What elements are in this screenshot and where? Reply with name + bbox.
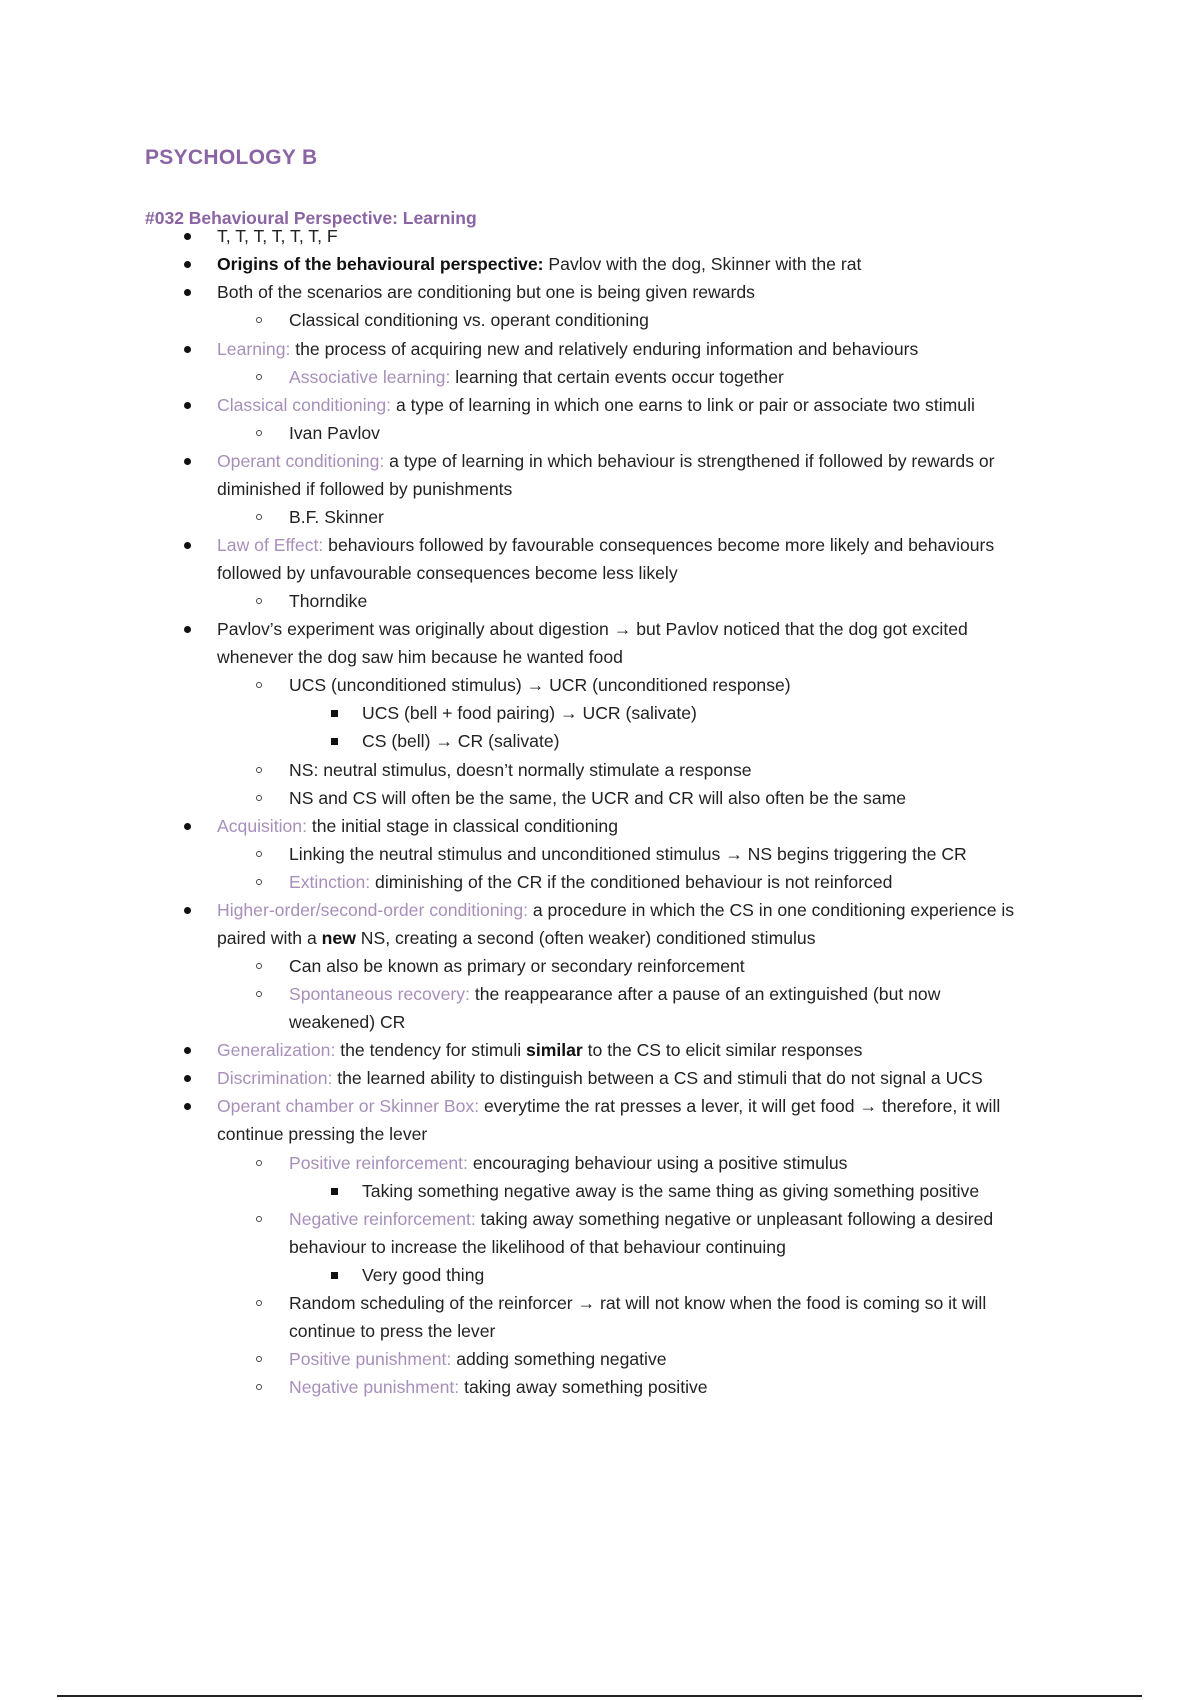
note-text: CS (bell) → CR (salivate) — [362, 731, 560, 751]
bullet-disc-icon — [184, 1075, 191, 1082]
note-line-level-2 — [289, 840, 967, 868]
note-text: taking away something negative or unpleasant following a desired — [475, 1209, 994, 1229]
note-line-level-2 — [289, 419, 380, 447]
note-text: Very good thing — [362, 1265, 485, 1285]
note-line-continued — [289, 1233, 786, 1261]
note-line-level-2 — [289, 1373, 708, 1401]
bullet-square-icon — [331, 710, 338, 717]
term-label: Learning: — [217, 339, 291, 359]
note-line-continued — [289, 1008, 405, 1036]
bullet-disc-icon — [184, 542, 191, 549]
note-text: NS, creating a second (often weaker) conditioned stimulus — [355, 928, 816, 948]
note-line-level-1 — [217, 615, 968, 643]
bullet-disc-icon — [184, 261, 191, 268]
note-text: Can also be known as primary or secondary reinforcement — [289, 956, 745, 976]
term-label: Law of Effect: — [217, 535, 324, 555]
note-text: UCS (unconditioned stimulus) → UCR (unconditioned response) — [289, 675, 791, 695]
note-line-level-3 — [362, 1177, 979, 1205]
term-label: Spontaneous recovery: — [289, 984, 470, 1004]
note-line-continued — [217, 559, 678, 587]
note-text: whenever the dog saw him because he wanted food — [217, 647, 623, 667]
bullet-square-icon — [331, 1188, 338, 1195]
bullet-disc-icon — [184, 1047, 191, 1054]
note-text: weakened) CR — [289, 1012, 406, 1032]
term-label: Operant conditioning: — [217, 451, 385, 471]
note-text: the process of acquiring new and relatively enduring information and behaviours — [290, 339, 919, 359]
bold-text: Origins of the behavioural perspective: — [217, 254, 544, 274]
bullet-disc-icon — [184, 346, 191, 353]
note-text: Pavlov with the dog, Skinner with the rat — [543, 254, 862, 274]
bullet-square-icon — [331, 738, 338, 745]
note-line-level-2 — [289, 671, 791, 699]
note-line-continued — [217, 643, 623, 671]
note-text: paired with a — [217, 928, 322, 948]
bullet-disc-icon — [184, 823, 191, 830]
note-line-level-1 — [217, 447, 995, 475]
note-text: the learned ability to distinguish between a CS and stimuli that do not signal a UCS — [332, 1068, 983, 1088]
term-label: Generalization: — [217, 1040, 336, 1060]
bullet-circle-icon — [256, 795, 262, 801]
note-text: Both of the scenarios are conditioning but one is being given rewards — [217, 282, 755, 302]
note-text: Ivan Pavlov — [289, 423, 380, 443]
bullet-disc-icon — [184, 402, 191, 409]
note-text: Pavlov’s experiment was originally about digestion → but Pavlov noticed that the dog got excited — [217, 619, 968, 639]
note-text: behaviours followed by favourable consequences become more likely and behaviours — [323, 535, 995, 555]
note-text: UCS (bell + food pairing) → UCR (salivate) — [362, 703, 697, 723]
term-label: Extinction: — [289, 872, 371, 892]
bullet-circle-icon — [256, 767, 262, 773]
note-line-level-1 — [217, 812, 618, 840]
note-text: learning that certain events occur together — [450, 367, 784, 387]
note-text: T, T, T, T, T, T, F — [217, 226, 338, 246]
note-text: diminished if followed by punishments — [217, 479, 513, 499]
note-text: everytime the rat presses a lever, it will get food → therefore, it will — [479, 1096, 1001, 1116]
note-line-level-1 — [217, 1036, 862, 1064]
note-line-continued — [217, 924, 816, 952]
note-line-level-2 — [289, 868, 892, 896]
note-line-level-1 — [217, 1092, 1000, 1120]
bullet-disc-icon — [184, 289, 191, 296]
footer-rule — [57, 1695, 1142, 1697]
section-heading: #032 Behavioural Perspective: Learning — [145, 208, 477, 228]
note-line-level-1 — [217, 896, 1014, 924]
note-line-level-2 — [289, 784, 906, 812]
bullet-square-icon — [331, 1272, 338, 1279]
note-line-level-2 — [289, 1345, 667, 1373]
bullet-disc-icon — [184, 1103, 191, 1110]
note-line-level-2 — [289, 363, 784, 391]
note-text: behaviour to increase the likelihood of that behaviour continuing — [289, 1237, 786, 1257]
bullet-circle-icon — [256, 1216, 262, 1222]
note-text: a procedure in which the CS in one conditioning experience is — [528, 900, 1015, 920]
note-line-level-2 — [289, 756, 752, 784]
note-line-level-1 — [217, 250, 861, 278]
bullet-disc-icon — [184, 626, 191, 633]
term-label: Positive reinforcement: — [289, 1153, 468, 1173]
note-line-level-2 — [289, 503, 384, 531]
term-label: Discrimination: — [217, 1068, 333, 1088]
bold-text: new — [321, 928, 356, 948]
bullet-circle-icon — [256, 1160, 262, 1166]
note-text: Classical conditioning vs. operant conditioning — [289, 310, 649, 330]
note-line-level-1 — [217, 1064, 983, 1092]
note-line-level-1 — [217, 531, 994, 559]
bullet-circle-icon — [256, 963, 262, 969]
note-text: continue to press the lever — [289, 1321, 496, 1341]
note-line-level-2 — [289, 587, 367, 615]
note-line-continued — [217, 1120, 427, 1148]
note-text: Thorndike — [289, 591, 368, 611]
bullet-circle-icon — [256, 991, 262, 997]
note-line-level-3 — [362, 1261, 484, 1289]
bullet-disc-icon — [184, 233, 191, 240]
note-text: continue pressing the lever — [217, 1124, 428, 1144]
note-text: followed by unfavourable consequences become less likely — [217, 563, 678, 583]
term-label: Acquisition: — [217, 816, 307, 836]
term-label: Classical conditioning: — [217, 395, 392, 415]
term-label: Operant chamber or Skinner Box: — [217, 1096, 480, 1116]
term-label: Positive punishment: — [289, 1349, 452, 1369]
note-text: Random scheduling of the reinforcer → rat will not know when the food is coming so it will — [289, 1293, 987, 1313]
note-text: the initial stage in classical conditioning — [306, 816, 618, 836]
bullet-circle-icon — [256, 1300, 262, 1306]
note-line-level-1 — [217, 391, 975, 419]
note-line-level-1 — [217, 335, 918, 363]
note-line-level-2 — [289, 1289, 986, 1317]
note-line-level-2 — [289, 1149, 847, 1177]
term-label: Higher-order/second-order conditioning: — [217, 900, 528, 920]
note-text: the tendency for stimuli — [335, 1040, 527, 1060]
term-label: Negative punishment: — [289, 1377, 460, 1397]
note-text: adding something negative — [451, 1349, 667, 1369]
bullet-circle-icon — [256, 1356, 262, 1362]
note-line-level-2 — [289, 306, 649, 334]
note-line-continued — [289, 1317, 495, 1345]
note-text: B.F. Skinner — [289, 507, 384, 527]
note-text: NS and CS will often be the same, the UCR and CR will also often be the same — [289, 788, 907, 808]
note-line-level-1 — [217, 222, 338, 250]
note-text: NS: neutral stimulus, doesn’t normally stimulate a response — [289, 760, 752, 780]
note-text: taking away something positive — [459, 1377, 708, 1397]
document-title: PSYCHOLOGY B — [145, 146, 318, 169]
bullet-circle-icon — [256, 682, 262, 688]
bullet-circle-icon — [256, 879, 262, 885]
note-line-level-1 — [217, 278, 755, 306]
bullet-circle-icon — [256, 1384, 262, 1390]
note-line-level-3 — [362, 727, 559, 755]
note-text: to the CS to elicit similar responses — [582, 1040, 863, 1060]
note-text: Linking the neutral stimulus and unconditioned stimulus → NS begins triggering the CR — [289, 844, 967, 864]
note-text: diminishing of the CR if the conditioned behaviour is not reinforced — [370, 872, 893, 892]
bullet-circle-icon — [256, 598, 262, 604]
note-line-level-3 — [362, 699, 697, 727]
bullet-disc-icon — [184, 458, 191, 465]
note-text: encouraging behaviour using a positive stimulus — [467, 1153, 848, 1173]
note-text: Taking something negative away is the same thing as giving something positive — [362, 1181, 980, 1201]
bullet-disc-icon — [184, 907, 191, 914]
bullet-circle-icon — [256, 851, 262, 857]
note-text: a type of learning in which one earns to link or pair or associate two stimuli — [391, 395, 975, 415]
term-label: Associative learning: — [289, 367, 451, 387]
bold-text: similar — [526, 1040, 583, 1060]
term-label: Negative reinforcement: — [289, 1209, 476, 1229]
note-text: a type of learning in which behaviour is strengthened if followed by rewards or — [384, 451, 995, 471]
bullet-circle-icon — [256, 374, 262, 380]
note-text: the reappearance after a pause of an extinguished (but now — [469, 984, 941, 1004]
bullet-circle-icon — [256, 430, 262, 436]
bullet-circle-icon — [256, 514, 262, 520]
note-line-level-2 — [289, 952, 745, 980]
note-line-level-2 — [289, 1205, 993, 1233]
bullet-circle-icon — [256, 317, 262, 323]
note-line-level-2 — [289, 980, 940, 1008]
note-line-continued — [217, 475, 512, 503]
